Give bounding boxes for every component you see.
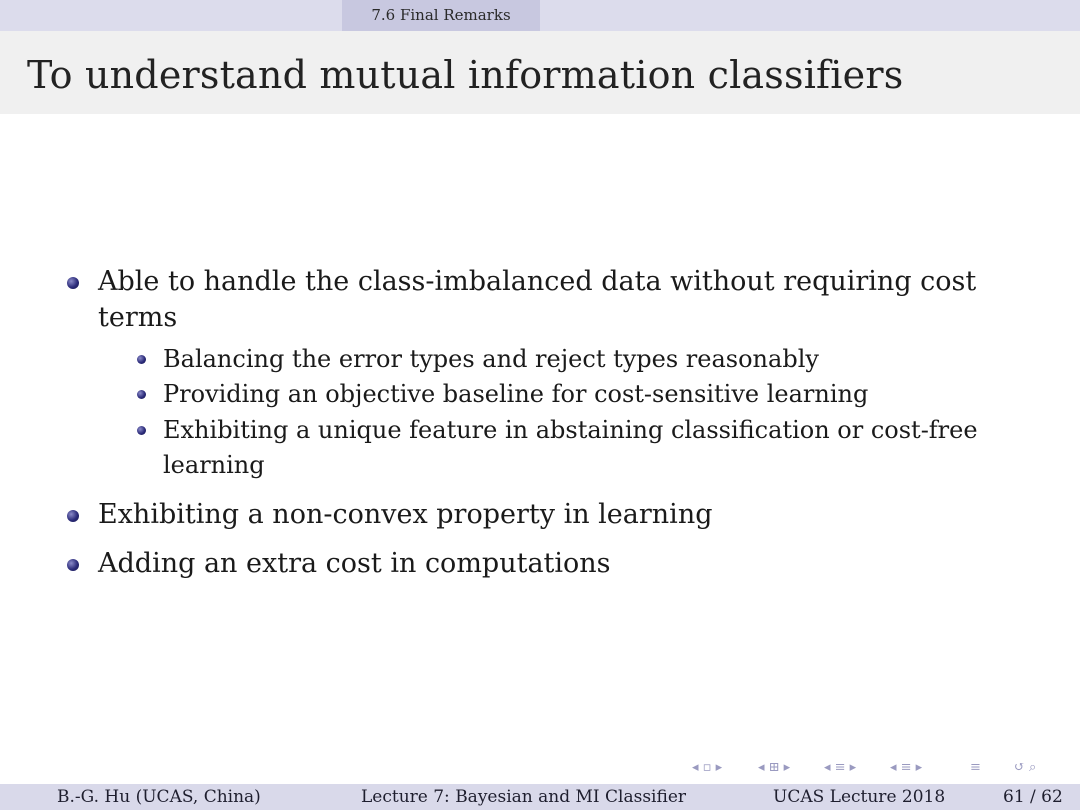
sub-bullet-text: Exhibiting a unique feature in abstaining classification or cost-free learning bbox=[163, 416, 978, 479]
bullet-ball-icon bbox=[137, 355, 146, 364]
current-section-label[interactable]: 7.6 Final Remarks bbox=[342, 0, 540, 31]
page-number: 61 / 62 bbox=[1003, 787, 1063, 807]
sub-bullet-item bbox=[163, 413, 1043, 483]
section-navigation-bar bbox=[0, 0, 1080, 31]
bullet-item bbox=[98, 264, 1038, 336]
bullet-text: Adding an extra cost in computations bbox=[98, 548, 611, 579]
bullet-ball-icon bbox=[137, 426, 146, 435]
outline-icon[interactable]: ≡ bbox=[970, 760, 981, 775]
bullet-ball-icon bbox=[67, 277, 79, 289]
section-nav-icon[interactable]: ◂ ≡ ▸ bbox=[824, 760, 857, 775]
subsection-nav-icon[interactable]: ◂ ⊞ ▸ bbox=[758, 760, 791, 775]
footer-event: UCAS Lecture 2018 bbox=[773, 787, 946, 807]
search-back-icon[interactable]: ↺ ⌕ bbox=[1014, 760, 1037, 775]
bullet-text: Able to handle the class-imbalanced data without requiring cost terms bbox=[98, 266, 977, 333]
bullet-item bbox=[98, 546, 1038, 582]
footer-bar bbox=[0, 784, 1080, 810]
sub-bullet-item bbox=[163, 342, 1043, 377]
sub-bullet-item bbox=[163, 377, 1043, 412]
sub-bullet-text: Balancing the error types and reject types reasonably bbox=[163, 345, 819, 373]
bullet-text: Exhibiting a non-convex property in learning bbox=[98, 499, 713, 530]
footer-author: B.-G. Hu (UCAS, China) bbox=[57, 787, 261, 807]
bullet-ball-icon bbox=[67, 559, 79, 571]
slide-title: To understand mutual information classifiers bbox=[27, 53, 904, 97]
subsection-outline-nav-icon[interactable]: ◂ ≡ ▸ bbox=[890, 760, 923, 775]
bullet-ball-icon bbox=[67, 510, 79, 522]
frame-nav-icon[interactable]: ◂ ▫ ▸ bbox=[692, 760, 723, 775]
footer-lecture-title: Lecture 7: Bayesian and MI Classifier bbox=[361, 787, 687, 807]
title-band bbox=[0, 31, 1080, 114]
bullet-ball-icon bbox=[137, 390, 146, 399]
sub-bullet-text: Providing an objective baseline for cost-sensitive learning bbox=[163, 380, 869, 408]
bullet-item bbox=[98, 497, 1038, 533]
